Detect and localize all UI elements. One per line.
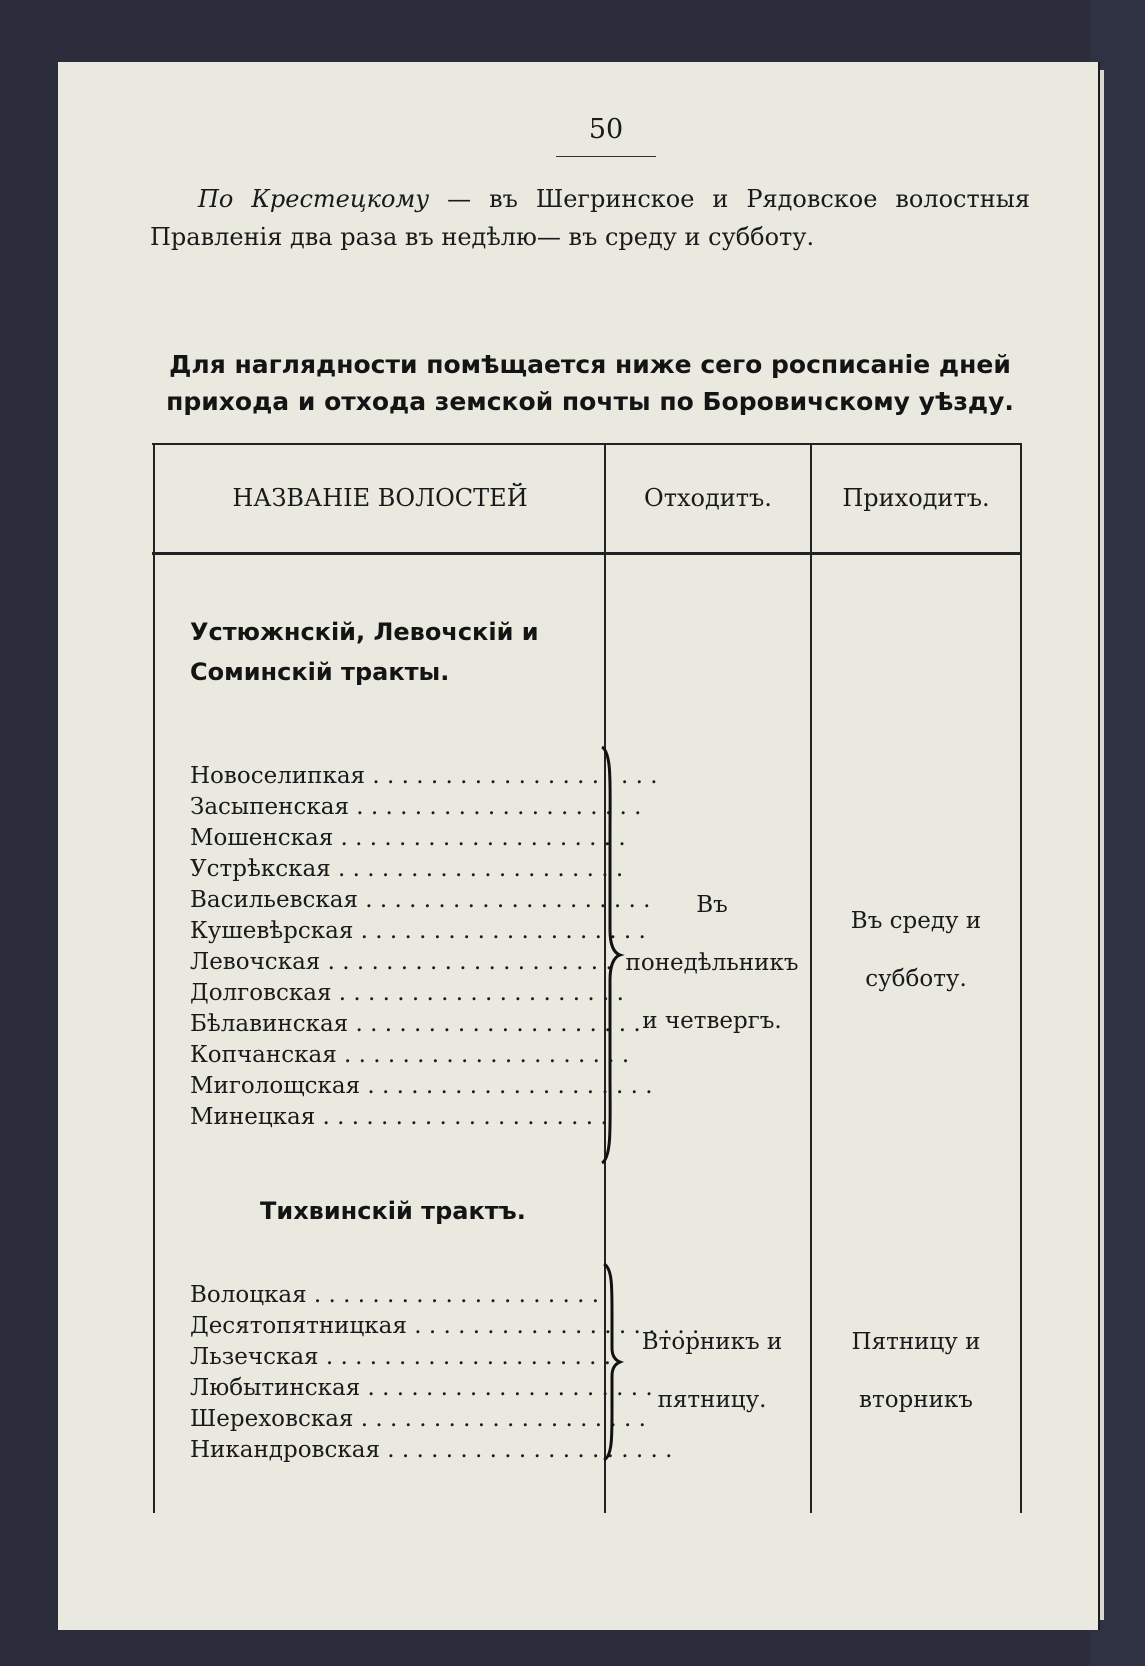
arrives-days: Пятницу и вторникъ [851, 1329, 981, 1413]
list-item: Устрѣкская . . . . . . . . . . . . . . . . . . . . [190, 856, 624, 882]
list-item: Миголощская . . . . . . . . . . . . . . . . . . . . [190, 1073, 653, 1099]
list-item: Шереховская . . . . . . . . . . . . . . . . . . . . [190, 1406, 646, 1432]
list-item: Никандровская . . . . . . . . . . . . . . . . . . . . [190, 1437, 673, 1463]
table-top-rule [152, 443, 1022, 445]
list-item: Минецкая . . . . . . . . . . . . . . . . . . . . [190, 1104, 608, 1130]
group-title: Тихвинскій трактъ. [260, 1197, 526, 1225]
list-item: Бѣлавинская . . . . . . . . . . . . . . . . . . . . [190, 1011, 641, 1037]
departs-days: Въ понедѣльникъ и четвергъ. [625, 892, 799, 1034]
table-left-border [153, 445, 155, 1513]
volost-list [190, 1280, 700, 1466]
list-item: Волоцкая . . . . . . . . . . . . . . . . . . . . [190, 1282, 600, 1308]
header-departs: Отходитъ. [644, 484, 772, 512]
list-item: Новоселипкая . . . . . . . . . . . . . . . . . . . . [190, 763, 658, 789]
intro-lead: По Крестецкому [198, 185, 430, 213]
table-header-rule [152, 552, 1022, 555]
volost-list [190, 761, 658, 1133]
page-number-underline [556, 156, 656, 157]
schedule-heading: Для наглядности помѣщается ниже сего росписаніе дней прихода и отхода земской почты по Боровичскому уѣзду. [166, 350, 1014, 416]
list-item: Кушевѣрская . . . . . . . . . . . . . . . . . . . . [190, 918, 646, 944]
departs-days: Вторникъ и пятницу. [641, 1329, 783, 1413]
group-title: Устюжнскій, Левочскій и Соминскій тракты. [190, 618, 539, 686]
list-item: Льзечская . . . . . . . . . . . . . . . . . . . . [190, 1344, 612, 1370]
list-item: Любытинская . . . . . . . . . . . . . . . . . . . . [190, 1375, 653, 1401]
list-item: Васильевская . . . . . . . . . . . . . . . . . . . . [190, 887, 651, 913]
list-item: Засыпенская . . . . . . . . . . . . . . . . . . . . [190, 794, 642, 820]
intro-text: — въ Шегринское и Рядовское волостныя Правленія два раза въ недѣлю— въ среду и субботу. [150, 185, 1030, 251]
list-item: Долговская . . . . . . . . . . . . . . . . . . . . [190, 980, 624, 1006]
arrives-days: Въ среду и субботу. [850, 908, 982, 992]
page-number: 50 [588, 114, 624, 145]
list-item: Десятопятницкая . . . . . . . . . . . . . . . . . . . . [190, 1313, 700, 1339]
table-divider-2 [810, 445, 812, 1513]
header-arrives: Приходитъ. [842, 484, 990, 512]
list-item: Копчанская . . . . . . . . . . . . . . . . . . . . [190, 1042, 630, 1068]
header-volost-name: НАЗВАНІЕ ВОЛОСТЕЙ [232, 484, 528, 512]
brace-icon [598, 745, 624, 1165]
list-item: Левочская . . . . . . . . . . . . . . . . . . . . [190, 949, 613, 975]
list-item: Мошенская . . . . . . . . . . . . . . . . . . . . [190, 825, 626, 851]
table-right-border [1020, 445, 1022, 1513]
intro-paragraph [150, 180, 1030, 256]
